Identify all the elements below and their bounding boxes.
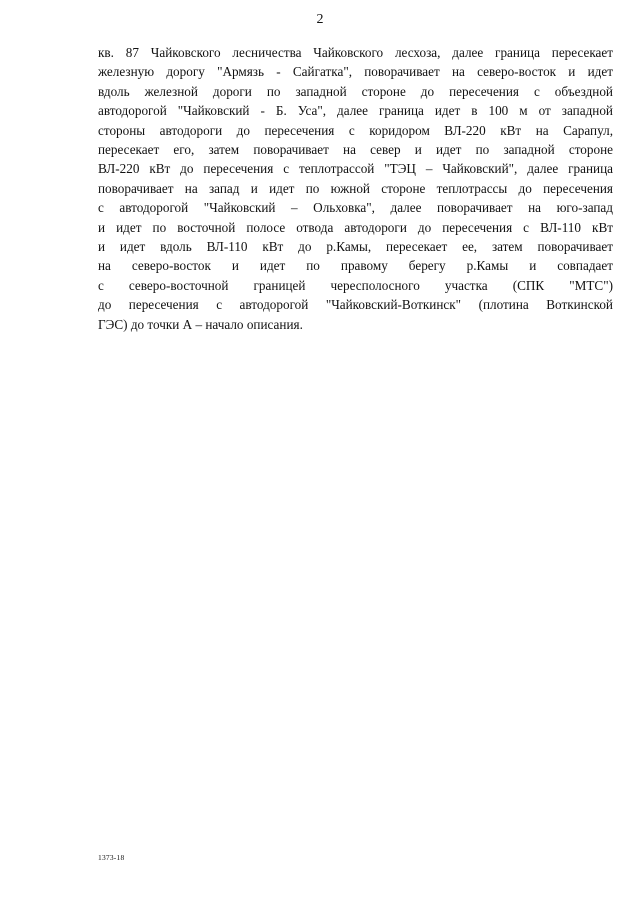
text-line: и идет вдоль ВЛ-110 кВт до р.Камы, пересекает ее, затем поворачивает xyxy=(98,239,613,255)
text-line: с северо-восточной границей чересполосного участка (СПК "МТС") xyxy=(98,277,613,293)
text-line: автодорогой "Чайковский - Б. Уса", далее граница идет в 100 м от западной xyxy=(98,103,613,119)
text-line: на северо-восток и идет по правому берегу р.Камы и совпадает xyxy=(98,258,613,274)
document-code: 1373-18 xyxy=(98,853,125,862)
text-line: с автодорогой "Чайковский – Ольховка", далее поворачивает на юго-запад xyxy=(98,200,613,216)
text-line: стороны автодороги до пересечения с коридором ВЛ-220 кВт на Сарапул, xyxy=(98,122,613,138)
text-line: ГЭС) до точки А – начало описания. xyxy=(98,316,303,332)
text-line: ВЛ-220 кВт до пересечения с теплотрассой "ТЭЦ – Чайковский", далее граница xyxy=(98,161,613,177)
text-line: до пересечения с автодорогой "Чайковский-Воткинск" (плотина Воткинской xyxy=(98,297,613,313)
text-line: железную дорогу "Армязь - Сайгатка", поворачивает на северо-восток и идет xyxy=(98,64,613,80)
text-line: пересекает его, затем поворачивает на север и идет по западной стороне xyxy=(98,142,613,158)
page-number: 2 xyxy=(316,12,324,27)
text-line: поворачивает на запад и идет по южной стороне теплотрассы до пересечения xyxy=(98,180,613,196)
text-line: и идет по восточной полосе отвода автодороги до пересечения с ВЛ-110 кВт xyxy=(98,219,613,235)
text-line: вдоль железной дороги по западной стороне до пересечения с объездной xyxy=(98,83,613,99)
body-paragraph xyxy=(98,43,613,334)
text-line: кв. 87 Чайковского лесничества Чайковского лесхоза, далее граница пересекает xyxy=(98,45,613,60)
